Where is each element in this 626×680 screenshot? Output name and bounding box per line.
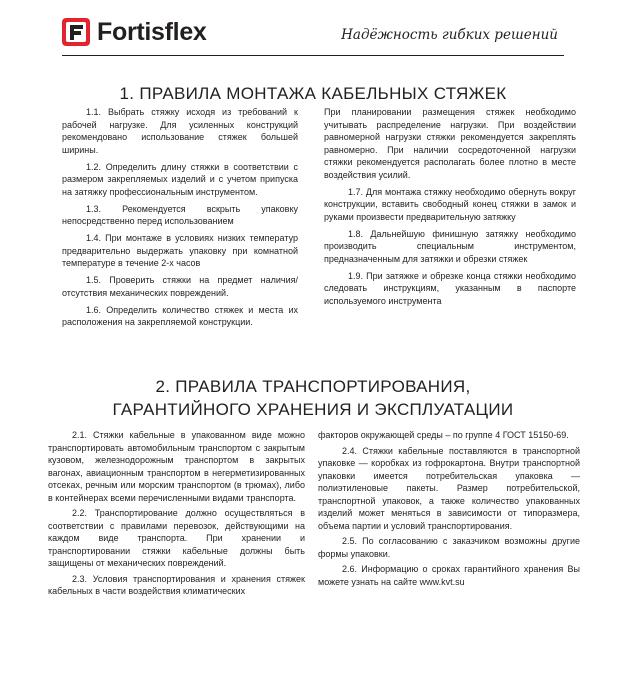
- section-1-title: 1. ПРАВИЛА МОНТАЖА КАБЕЛЬНЫХ СТЯЖЕК: [119, 84, 507, 103]
- paragraph-1-9: 1.9. При затяжке и обрезке конца стяжки необходимо следовать инструкциям, указанным в паспорте используемого инструмента: [324, 270, 576, 306]
- header-slogan: Надёжность гибких решений: [341, 27, 558, 43]
- paragraph-1-4: 1.4. При монтаже в условиях низких температур предварительно выдержать упаковку при комнатной температуре в течение 2-х часов: [62, 233, 298, 268]
- section-2-title: [0, 375, 626, 421]
- section-2-left-column: [48, 429, 305, 601]
- section-2-right-column: [318, 429, 580, 591]
- section-2-title-line-1: 2. ПРАВИЛА ТРАНСПОРТИРОВАНИЯ,: [155, 377, 471, 396]
- paragraph-2-3: 2.3. Условия транспортирования и хранения стяжек кабельных в части воздействия климатических: [48, 573, 305, 596]
- brand-name: Fortisflex: [97, 17, 207, 46]
- paragraph-2-2: 2.2. Транспортирование должно осуществляться в соответствии с правилами перевозок, действующими на каждом виде транспорта. При хранении и транспортировании стяжки кабельные должны быть защищены от механических повреждений.: [48, 508, 305, 568]
- section-1-left-column: [62, 106, 298, 333]
- page-header: [0, 0, 626, 64]
- brand-logo: [62, 17, 207, 47]
- paragraph-1-2: 1.2. Определить длину стяжки в соответствии с размером закрепляемых изделий и с учетом припуска на затяжку профессиональным инструментом.: [62, 161, 298, 197]
- fortisflex-f-logo-icon: [62, 18, 90, 46]
- paragraph-1-5: 1.5. Проверить стяжки на предмет наличия/отсутствия механических повреждений.: [62, 275, 298, 298]
- paragraph-2-1: 2.1. Стяжки кабельные в упакованном виде можно транспортировать автомобильным транспортом с закрытым кузовом, железнодорожным транспортом в закрытых вагонах, авиационным транспортом в негерметизированных отсеках, речным или морским транспортом (в трюмах), либо в контейнерах всеми перечисленными видами транспорта.: [48, 430, 305, 503]
- section-1-right-column: [324, 106, 576, 312]
- paragraph-1-6-continued: При планировании размещения стяжек необходимо учитывать распределение нагрузки. При воздействии равномерной нагрузки стяжки рекомендуется закреплять равномерно. При наличии сосредоточенной нагрузки стяжки рекомендуется располагать более плотно в месте воздействия усилий.: [324, 107, 576, 180]
- paragraph-2-6: 2.6. Информацию о сроках гарантийного хранения Вы можете узнать на сайте www.kvt.su: [318, 564, 580, 587]
- paragraph-2-5: 2.5. По согласованию с заказчиком возможны другие формы упаковки.: [318, 536, 580, 559]
- paragraph-1-1: 1.1. Выбрать стяжку исходя из требований к рабочей нагрузке. Для усиленных конструкций рекомендовано использование стяжек большей ширины.: [62, 107, 298, 155]
- header-divider: [62, 55, 564, 56]
- paragraph-1-3: 1.3. Рекомендуется вскрыть упаковку непосредственно перед использованием: [62, 203, 298, 226]
- paragraph-1-6: 1.6. Определить количество стяжек и места их расположения на закрепляемой конструкции.: [62, 304, 298, 327]
- paragraph-2-4: 2.4. Стяжки кабельные поставляются в транспортной упаковке — коробках из гофрокартона. Внутри транспортной упаковки имеется потребительская упаковка — полиэтиленовые пакеты. Размер потребительской, транспортной упаковок, а также количество упакованных изделий может меняться в зависимости от типоразмера, объема партии и условий транспортирования.: [318, 445, 580, 531]
- paragraph-1-8: 1.8. Дальнейшую финишную затяжку необходимо производить специальным инструментом, предназначенным для затяжки и обрезки стяжек: [324, 228, 576, 264]
- paragraph-2-3-continued: факторов окружающей среды – по группе 4 ГОСТ 15150-69.: [318, 430, 569, 440]
- paragraph-1-7: 1.7. Для монтажа стяжку необходимо обернуть вокруг конструкции, вставить свободный конец стяжки в замок и руками произвести предварительную затяжку: [324, 186, 576, 222]
- section-2-title-line-2: ГАРАНТИЙНОГО ХРАНЕНИЯ И ЭКСПЛУАТАЦИИ: [112, 400, 514, 419]
